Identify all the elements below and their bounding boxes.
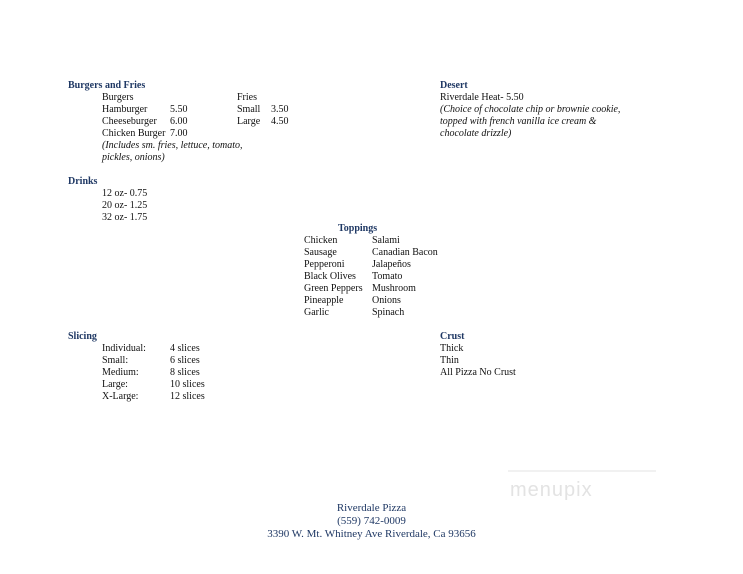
footer-phone: (559) 742-0009 (337, 515, 406, 527)
footer-restaurant-name: Riverdale Pizza (336, 502, 407, 514)
fries-price: 3.50 (271, 104, 289, 115)
slice-count: 4 slices (170, 343, 200, 354)
watermark-rule (508, 470, 656, 472)
fries-size: Large (237, 116, 261, 127)
dessert-heading: Desert (440, 80, 468, 91)
topping-item: Jalapeños (372, 259, 411, 270)
crust-heading: Crust (440, 331, 465, 342)
crust-item: All Pizza No Crust (440, 367, 516, 378)
burger-item-price: 5.50 (170, 104, 188, 115)
slice-size: Small: (102, 355, 129, 366)
drinks-heading: Drinks (68, 176, 98, 187)
watermark-logo: menupix (510, 479, 593, 501)
burgers-note: pickles, onions) (102, 152, 165, 163)
crust-item: Thick (440, 343, 464, 354)
burgers-heading: Burgers and Fries (68, 80, 146, 91)
burgers-label: Burgers (102, 92, 134, 103)
burger-item-name: Cheeseburger (102, 116, 157, 127)
fries-label: Fries (237, 92, 257, 103)
burgers-note: (Includes sm. fries, lettuce, tomato, (102, 140, 243, 151)
topping-item: Tomato (372, 271, 403, 282)
slice-count: 6 slices (170, 355, 200, 366)
topping-item: Canadian Bacon (372, 247, 438, 258)
crust-item: Thin (440, 355, 459, 366)
topping-item: Black Olives (304, 271, 356, 282)
slice-count: 8 slices (170, 367, 200, 378)
slice-count: 10 slices (170, 379, 205, 390)
burger-item-name: Chicken Burger (102, 128, 166, 139)
topping-item: Spinach (372, 307, 405, 318)
burger-item-price: 7.00 (170, 128, 188, 139)
dessert-item: Riverdale Heat- 5.50 (440, 92, 524, 103)
fries-size: Small (237, 104, 261, 115)
slice-count: 12 slices (170, 391, 205, 402)
drink-item: 12 oz- 0.75 (102, 188, 148, 199)
dessert-note: (Choice of chocolate chip or brownie cookie, (440, 104, 621, 115)
topping-item: Onions (372, 295, 401, 306)
fries-price: 4.50 (271, 116, 289, 127)
topping-item: Garlic (304, 307, 329, 318)
topping-item: Pepperoni (304, 259, 345, 270)
dessert-note: topped with french vanilla ice cream & (440, 116, 597, 127)
burger-item-price: 6.00 (170, 116, 188, 127)
slicing-heading: Slicing (68, 331, 97, 342)
topping-item: Green Peppers (304, 283, 363, 294)
slice-size: Large: (102, 379, 128, 390)
slice-size: X-Large: (102, 391, 139, 402)
topping-item: Salami (372, 235, 400, 246)
toppings-heading: Toppings (338, 223, 378, 234)
topping-item: Sausage (304, 247, 337, 258)
slice-size: Medium: (102, 367, 139, 378)
topping-item: Pineapple (304, 295, 344, 306)
drink-item: 32 oz- 1.75 (102, 212, 148, 223)
footer-address: 3390 W. Mt. Whitney Ave Riverdale, Ca 93656 (267, 528, 476, 540)
burger-item-name: Hamburger (102, 104, 148, 115)
slice-size: Individual: (102, 343, 146, 354)
topping-item: Chicken (304, 235, 338, 246)
drink-item: 20 oz- 1.25 (102, 200, 148, 211)
dessert-note: chocolate drizzle) (440, 128, 512, 139)
topping-item: Mushroom (372, 283, 416, 294)
